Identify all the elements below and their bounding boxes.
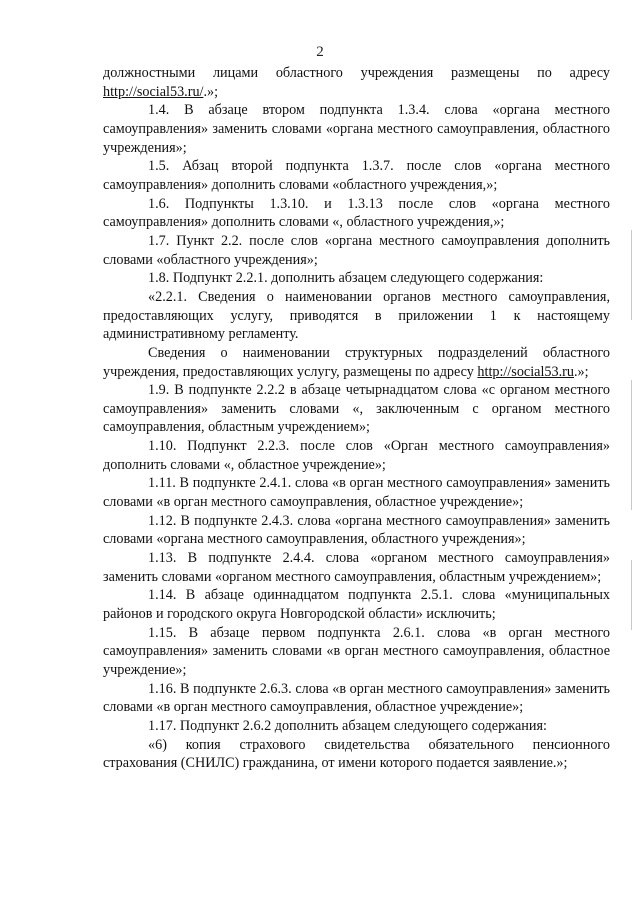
paragraph: [103, 437, 610, 474]
paragraph: [103, 512, 610, 549]
paragraph: [103, 195, 610, 232]
paragraph: [103, 232, 610, 269]
paragraph: [103, 549, 610, 586]
paragraph-text: «6) копия страхового свидетельства обязательного пенсионного страхования (СНИЛС) гражданина, от имени которого подается заявление.»;: [103, 736, 610, 772]
paragraph-text: 1.9. В подпункте 2.2.2 в абзаце четырнадцатом слова «с органом местного самоуправления» заменить словами «, заключенным с органом местного самоуправления, областным учреждением»;: [103, 382, 610, 436]
paragraph: [103, 474, 610, 511]
paragraph-text: 1.12. В подпункте 2.4.3. слова «органа местного самоуправления» заменить словами «органа местного самоуправления, областного учреждения»;: [103, 512, 610, 548]
paragraph: [103, 157, 610, 194]
scan-edge-mark: [631, 230, 633, 320]
paragraph-text: 1.15. В абзаце первом подпункта 2.6.1. слова «в орган местного самоуправления» заменить словами «в орган местного самоуправления, областное учреждение»;: [103, 624, 610, 678]
url-link[interactable]: http://social53.ru: [477, 363, 574, 380]
paragraph-text: 1.8. Подпункт 2.2.1. дополнить абзацем следующего содержания:: [148, 270, 544, 287]
paragraph-tail: .»;: [573, 363, 589, 380]
paragraph-text: 1.17. Подпункт 2.6.2 дополнить абзацем следующего содержания:: [148, 717, 547, 734]
paragraph: [103, 586, 610, 623]
paragraph: [103, 381, 610, 437]
paragraph-tail: .»;: [203, 83, 219, 100]
paragraph: [103, 736, 610, 773]
paragraph-text: 1.13. В подпункте 2.4.4. слова «органом местного самоуправления» заменить словами «органом местного самоуправления, областным учреждением»;: [103, 550, 610, 585]
page-number: 2: [316, 44, 324, 60]
paragraph-text: 1.14. В абзаце одиннадцатом подпункта 2.5.1. слова «муниципальных районов и городского округа Новгородской области» исключить;: [103, 587, 610, 623]
paragraph-text: должностными лицами областного учреждения размещены по адресу: [103, 65, 610, 81]
paragraph-text: 1.11. В подпункте 2.4.1. слова «в орган местного самоуправления» заменить словами «в орган местного самоуправления, областное учреждение»;: [103, 475, 610, 511]
paragraph-text: 1.5. Абзац второй подпункта 1.3.7. после слов «органа местного самоуправления» дополнить словами «областного учреждения,»;: [103, 158, 610, 193]
document-body: [103, 64, 610, 773]
paragraph-text: «2.2.1. Сведения о наименовании органов местного самоуправления, предоставляющих услугу, приводятся в приложении 1 к настоящему административному регламенту.: [103, 288, 610, 343]
paragraph: [103, 64, 610, 101]
paragraph: [103, 624, 610, 680]
paragraph-text: 1.4. В абзаце втором подпункта 1.3.4. слова «органа местного самоуправления» заменить словами «органа местного самоуправления, областного учреждения»;: [103, 102, 610, 156]
paragraph-text: 1.7. Пункт 2.2. после слов «органа местного самоуправления дополнить словами «областного учреждения»;: [103, 232, 610, 268]
paragraph: [103, 344, 610, 381]
scan-edge-mark: [631, 380, 633, 510]
paragraph: [103, 717, 610, 736]
paragraph-text: 1.10. Подпункт 2.2.3. после слов «Орган местного самоуправления» дополнить словами «, областное учреждение»;: [103, 438, 610, 473]
paragraph: [103, 680, 610, 717]
paragraph: [103, 288, 610, 344]
paragraph: [103, 101, 610, 157]
paragraph-text: Сведения о наименовании структурных подразделений областного учреждения, предоставляющих услугу, размещены по адресу: [103, 344, 610, 380]
scan-edge-mark: [631, 560, 633, 630]
paragraph-text: 1.16. В подпункте 2.6.3. слова «в орган местного самоуправления» заменить словами «в орган местного самоуправления, областное учреждение»;: [103, 680, 610, 716]
paragraph-text: 1.6. Подпункты 1.3.10. и 1.3.13 после слов «органа местного самоуправления» дополнить словами «, областного учреждения,»;: [103, 195, 610, 231]
url-link[interactable]: http://social53.ru/: [103, 83, 204, 100]
paragraph: [103, 269, 610, 288]
